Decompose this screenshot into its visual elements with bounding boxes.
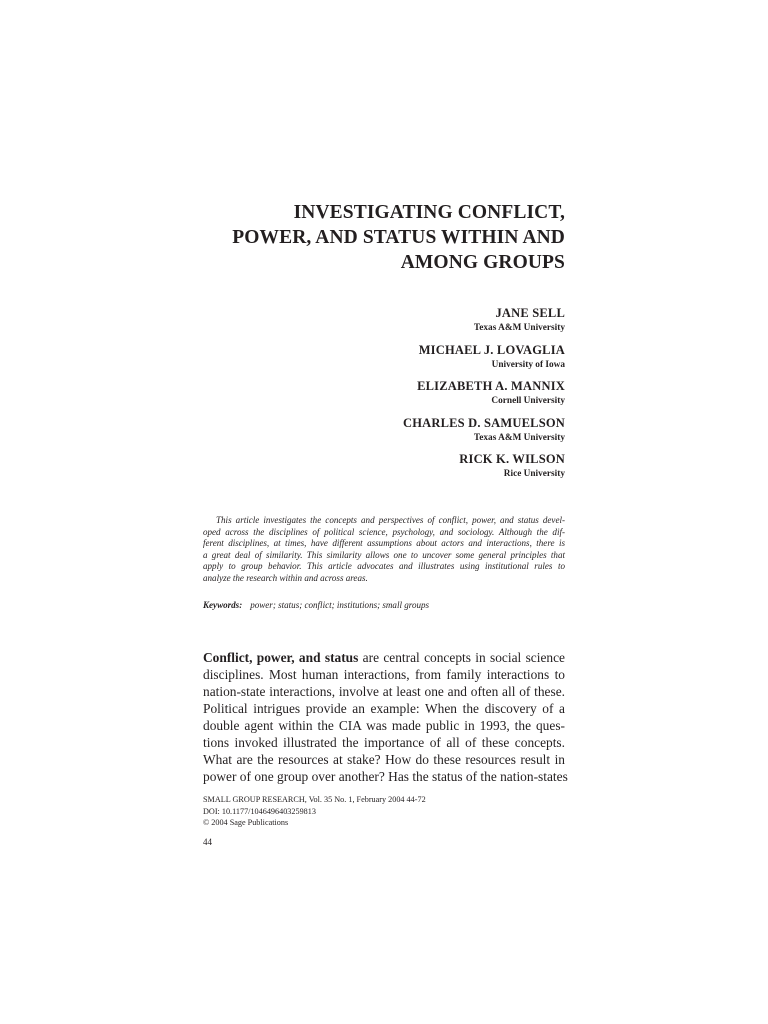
body-lead-phrase: Conflict, power, and status — [203, 650, 359, 665]
doi: DOI: 10.1177/1046496403259813 — [203, 806, 316, 816]
journal-citation: SMALL GROUP RESEARCH, Vol. 35 No. 1, February 2004 44-72 — [203, 795, 426, 804]
author-list — [203, 306, 565, 489]
title-line: INVESTIGATING CONFLICT, — [293, 202, 565, 223]
body-line: double agent within the CIA was made public in 1993, the ques- — [203, 718, 565, 734]
body-first-line-rest: are central concepts in social science — [358, 650, 565, 665]
author-block — [203, 306, 565, 343]
copyright: © 2004 Sage Publications — [203, 818, 289, 828]
author-affiliation: Texas A&M University — [473, 323, 565, 333]
title-line: AMONG GROUPS — [400, 252, 565, 273]
abstract-line: a great deal of similarity. This similarity allows one to uncover some general principles that — [203, 549, 565, 560]
body-line: Political intrigues provide an example: When the discovery of a — [203, 701, 565, 717]
title-line: POWER, AND STATUS WITHIN AND — [232, 227, 565, 248]
body-text — [203, 649, 568, 785]
author-affiliation: Rice University — [503, 469, 565, 480]
author-name: CHARLES D. SAMUELSON — [402, 415, 565, 430]
body-line: tions invoked illustrated the importance of all of these concepts. — [203, 735, 565, 751]
abstract-line: This article investigates the concepts and perspectives of conflict, power, and status devel- — [216, 515, 565, 525]
author-block — [203, 343, 565, 380]
body-line — [203, 649, 565, 666]
author-block — [203, 379, 565, 416]
author-affiliation: University of Iowa — [491, 359, 565, 370]
journal-footer — [203, 794, 565, 829]
keywords-list: power; status; conflict; institutions; small groups — [250, 600, 430, 610]
abstract-line: apply to group behavior. This article advocates and illustrates using institutional rules to — [203, 561, 565, 572]
abstract-line: analyze the research within and across areas. — [203, 572, 368, 583]
article-page — [203, 0, 568, 1024]
body-line: What are the resources at stake? How do these resources result in — [203, 752, 565, 768]
author-name: JANE SELL — [495, 306, 565, 320]
author-name: RICK K. WILSON — [459, 452, 565, 467]
author-name: ELIZABETH A. MANNIX — [417, 379, 565, 394]
page-number: 44 — [203, 837, 212, 847]
abstract-line: oped across the disciplines of political science, psychology, and sociology. Although the dif- — [203, 526, 565, 537]
body-line: nation-state interactions, involve at least one and often all of these. — [203, 684, 565, 700]
author-block — [203, 416, 565, 453]
author-block — [203, 452, 565, 489]
keywords — [203, 599, 565, 611]
body-line: disciplines. Most human interactions, from family interactions to — [203, 667, 565, 683]
author-affiliation: Texas A&M University — [473, 432, 565, 443]
author-name: MICHAEL J. LOVAGLIA — [418, 342, 565, 357]
article-title — [203, 200, 565, 275]
abstract — [203, 515, 565, 585]
body-line: power of one group over another? Has the status of the nation-states — [203, 769, 568, 785]
keywords-label: Keywords: — [203, 600, 243, 610]
author-affiliation: Cornell University — [491, 396, 565, 407]
abstract-line: ferent disciplines, at times, have different assumptions about actors and interactions, there is — [203, 538, 565, 549]
